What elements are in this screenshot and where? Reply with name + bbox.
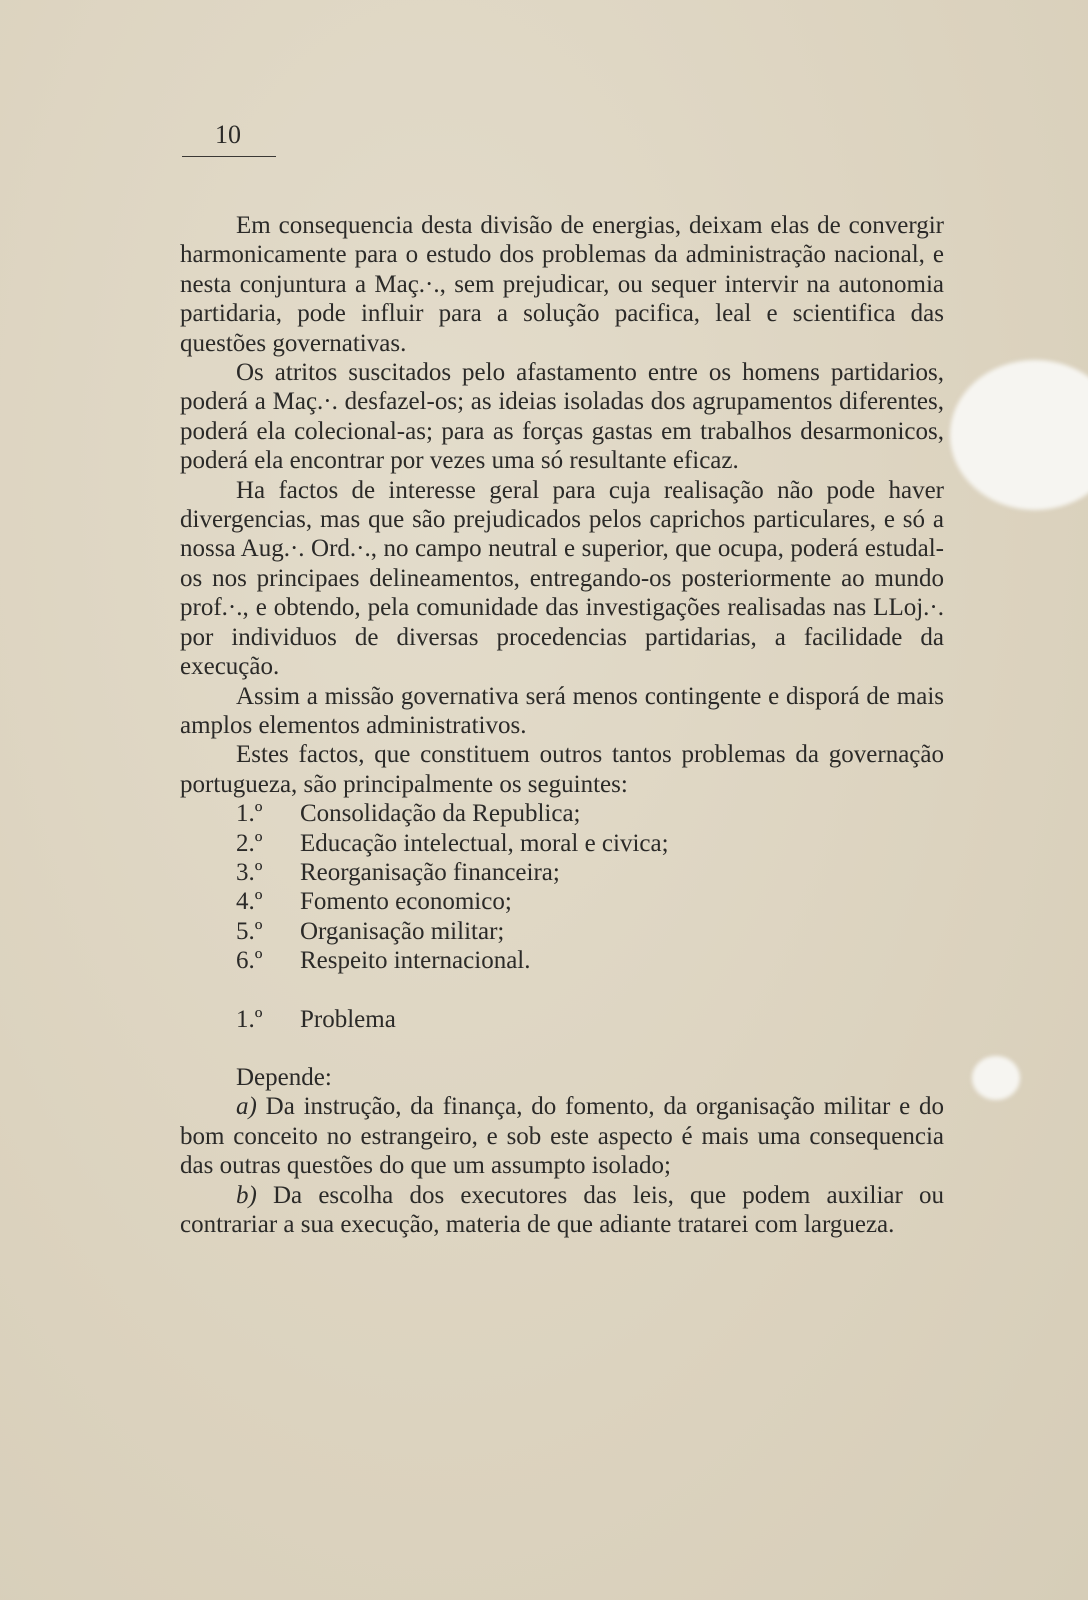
list-item-number: 3.º [236, 858, 263, 886]
list-item [180, 887, 944, 916]
item-letter: b) [236, 1181, 257, 1209]
paragraph: Assim a missão governativa será menos contingente e disporá de mais amplos elementos administrativos. [180, 682, 944, 739]
list-item-text: Reorganisação financeira; [300, 858, 560, 886]
list-item-text: Fomento economico; [300, 888, 512, 916]
lettered-item [180, 1092, 944, 1180]
paragraph: Ha factos de interesse geral para cuja realisação não pode haver divergencias, mas que são prejudicados pelos caprichos particulares, e só a nossa Aug.·. Ord.·., no campo neutral e superior, que ocupa, poderá estudal-os nos principaes delineamentos, entregando-os posteriormente ao mundo prof.·., e obtendo, pela comunidade das investigações realisadas nas LLoj.·. por individuos de diversas procedencias partidarias, a facilidade da execução. [180, 476, 944, 681]
item-text: Da instrução, da finança, do fomento, da organisação militar e do bom conceito no estrangeiro, e sob este aspecto é mais uma consequencia das outras questões do que um assumpto isolado; [180, 1093, 944, 1180]
list-item [180, 946, 944, 975]
header-rule [182, 156, 276, 157]
paper-stain [950, 360, 1088, 510]
list-item [180, 799, 944, 828]
list-item-number: 5.º [236, 917, 263, 945]
paragraph: Em consequencia desta divisão de energias, deixam elas de convergir harmonicamente para o estudo dos problemas da administração nacional, e nesta conjuntura a Maç.·., sem prejudicar, ou sequer intervir na autonomia partidaria, pode influir para a solução pacifica, leal e scientifica das questões governativas. [180, 212, 944, 357]
problems-list [180, 799, 944, 975]
paragraph: Os atritos suscitados pelo afastamento entre os homens partidarios, poderá a Maç.·. desfazel-os; as ideias isoladas dos agrupamentos diferentes, poderá ela colecional-as; para as forças gastas em trabalhos desarmonicos, poderá ela encontrar por vezes uma só resultante eficaz. [180, 359, 944, 475]
list-item [180, 829, 944, 858]
list-item-text: Organisação militar; [300, 917, 505, 945]
list-item-text: Respeito internacional. [300, 947, 531, 975]
list-item [180, 858, 944, 887]
paragraph: Estes factos, que constituem outros tantos problemas da governação portugueza, são principalmente os seguintes: [180, 741, 944, 798]
section-heading-text: Problema [300, 1005, 396, 1033]
item-text: Da escolha dos executores das leis, que podem auxiliar ou contrariar a sua execução, materia de que adiante tratarei com largueza. [180, 1181, 945, 1238]
paper-stain [972, 1056, 1020, 1100]
list-item-text: Educação intelectual, moral e civica; [300, 829, 669, 857]
list-item-number: 6.º [236, 947, 263, 975]
list-item-number: 1.º [236, 800, 263, 828]
list-item [180, 917, 944, 946]
list-item-number: 2.º [236, 829, 263, 857]
section-heading-number: 1.º [236, 1005, 263, 1033]
depende-label: Depende: [236, 1063, 332, 1091]
page-number: 10 [215, 120, 241, 149]
list-item-text: Consolidação da Republica; [300, 800, 581, 828]
lettered-item [180, 1181, 944, 1240]
page-body [180, 211, 944, 1239]
list-item-number: 4.º [236, 888, 263, 916]
section-heading [180, 1005, 944, 1034]
item-letter: a) [236, 1093, 257, 1121]
